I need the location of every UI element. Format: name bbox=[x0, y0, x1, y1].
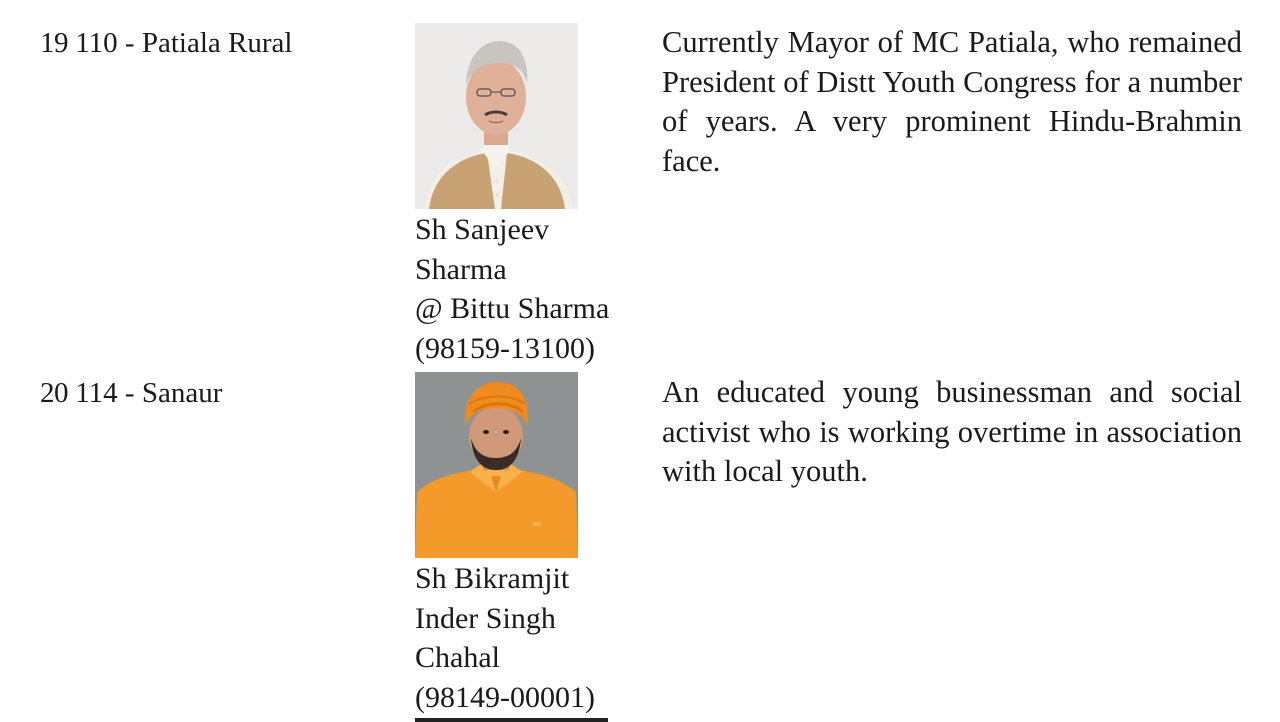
name-line: Sh Sanjeev bbox=[415, 213, 550, 246]
cropped-next-photo-edge bbox=[415, 718, 608, 722]
candidate-photo bbox=[415, 372, 578, 558]
constituency-cell bbox=[40, 376, 222, 410]
constituency-name: 110 - Patiala Rural bbox=[75, 27, 293, 59]
name-line: Sharma bbox=[415, 252, 507, 286]
name-line: Chahal bbox=[415, 641, 500, 674]
candidate-name bbox=[415, 559, 595, 717]
serial-number: 20 bbox=[40, 377, 68, 409]
portrait-illustration bbox=[415, 372, 578, 558]
candidate-name bbox=[415, 210, 609, 368]
name-line: Inder Singh bbox=[415, 601, 556, 635]
candidate-description: An educated young businessman and social activist who is working overtime in association with local youth. bbox=[662, 375, 1242, 488]
name-line: @ Bittu Sharma bbox=[415, 292, 610, 325]
candidate-row bbox=[0, 20, 1280, 365]
name-line: Sh Bikramjit bbox=[415, 562, 570, 595]
candidate-description: Currently Mayor of MC Patiala, who remained President of Distt Youth Congress for a number of years. A very prominent Hindu-Brahmin face. bbox=[662, 25, 1242, 178]
constituency-cell bbox=[40, 26, 292, 60]
phone-number: (98149-00001) bbox=[415, 680, 595, 714]
portrait-illustration bbox=[415, 23, 578, 209]
candidate-photo bbox=[415, 23, 578, 209]
constituency-name: 114 - Sanaur bbox=[75, 377, 223, 409]
candidate-row bbox=[0, 370, 1280, 722]
phone-number: (98159-13100) bbox=[415, 331, 595, 365]
serial-number: 19 bbox=[40, 27, 68, 59]
